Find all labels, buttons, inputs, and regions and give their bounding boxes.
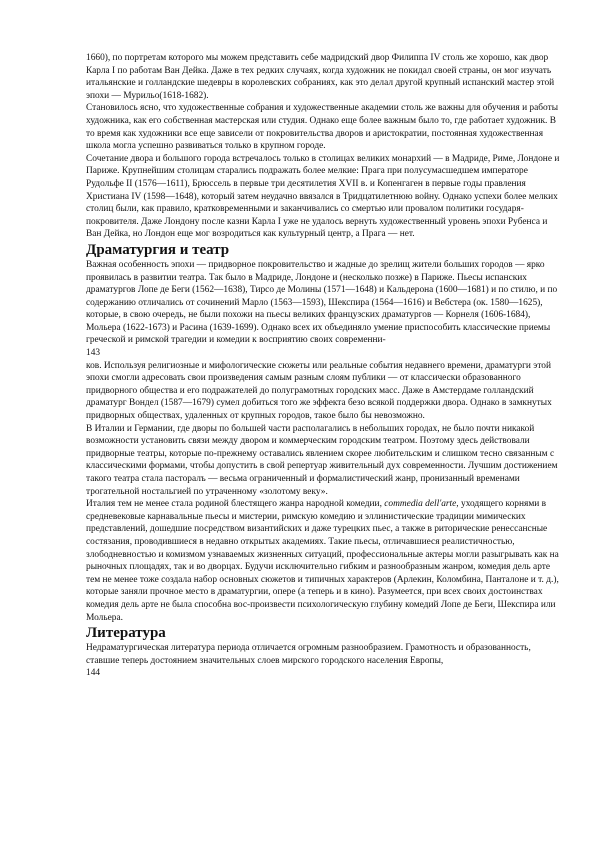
paragraph-portraits: 1660), по портретам которого мы можем представить себе мадридский двор Филиппа IV столь же хорошо, как двор Карла I по работам Ван Дейка. Даже в тех редких случаях, когда художник не покидал своей страны, он мог изучать итальянские и голландские шедевры в королевских собраниях, как это делал другой крупный испанский мастер этой эпохи — Мурильо(1618-1682). [86,53,555,101]
document-page [86,52,562,680]
paragraph-drama-intro: Важная особенность эпохи — придворное покровительство и жадные до зрелищ жители больших городов — ярко проявилась в развитии театра. Так было в Мадриде, Лондоне и (несколько позже) в Париже. Пьесы испанских драматургов Лопе де Беги (1562—1638), Тирсо де Молины (1571—1648) и Кальдерона (1600—1681) и по стилю, и по содержанию отличались от сочинений Марло (1563—1593), Шекспира (1564—1616) и Вебстера (ок. 1580—1625), которые, в свою очередь, не были похожи на пьесы великих французских драматургов — Корнеля (1606-1684), Мольера (1622-1673) и Расина (1639-1699). Однако всех их объединяло умение приспособить классические приемы греческой и римской трагедии и комедии к восприятию своих современни- [86,259,558,346]
paragraph-drama-intro-continued: ков. Используя религиозные и мифологические сюжеты или реальные события недавнего времени, драматурги этой эпохи смогли адресовать свои произведения самым разным слоям публики — от классически образованного придворного общества и его подражателей до полуграмотных городских масс. Даже в Амстердаме голландский драматург Вондел (1587—1679) сумел добиться того же эффекта безо всякой поддержки двора. Однако в замкнутых придворных обществах, удаленных от крупных городов, такое было бы невозможно. [86,360,552,422]
paragraph-italy-germany: В Италии и Германии, где дворы по большей части располагались в небольших городах, не было почти никакой возможности установить связи между двором и коммерческим городским театром. Поэтому здесь действовали придворные театры, которые по-прежнему оставались явлением скорее любительским и слишком тесно связанным с классическими формами, чтобы допустить в свой репертуар живительный дух современности. Лучшим достижением такого театра стала пасторалъ — весьма ограниченный и формалистический жанр, пронизанный временами трогательной ностальгией по утраченному «золотому веку». [86,423,558,497]
commedia-text-after: уходящего корнями в средневековые карнавальные пьесы и мистерии, римскую комедию и эллинистические традиции мимических представлений, дошедшие посредством византийских и даже турецких пьес, а также в риторические ренессансные состязания, проводившиеся в недавно открытых академиях. Такие пьесы, отличавшиеся реалистичностью, злободневностью и комизмом узнаваемых жизненных ситуаций, профессиональные актеры могли разыгрывать как на рыночных площадях, так и во дворцах. Будучи исключительно гибким и разнообразным жанром, комедия дель арте тем не менее тоже создала набор основных сюжетов и типичных характеров (Арлекин, Коломбина, Панталоне и т. д.), которые заняли прочное место в драматургии, опере (а теперь и в кино). Разумеется, при всех своих достоинствах комедия дель арте не была способна вос-произвести психологическую глубину комедий Лопе де Беги, Шекспира или Мольера. [86,499,559,623]
paragraph-academies: Становилось ясно, что художественные собрания и художественные академии столь же важны для обучения и работы художника, как его собственная мастерская или студия. Однако еще более важным было то, где работает художник. В то время как художники все еще зависели от покровительства дворов и аристократии, постоянная художественная школа могла успешно развиваться только в крупном городе. [86,103,559,152]
paragraph-commedia-dellarte [86,498,562,624]
heading-drama-theatre: Драматургия и театр [86,241,230,258]
paragraph-literature-intro: Недраматургическая литература периода отличается огромным разнообразием. Грамотность и образованность, ставшие теперь достоянием значительных слоев мирского городского населения Европы, [86,643,531,666]
commedia-text-before: Италия тем не менее стала родиной блестящего жанра народной комедии, [86,499,385,510]
paragraph-capitals: Сочетание двора и большого города встречалось только в столицах великих монархий — в Мадриде, Риме, Лондоне и Париже. Крупнейшим столицам старались подражать более мелкие: Прага при полусумасшедшем императоре Рудольфе II (1576—1611), Брюссель в первые три десятилетия XVII в. и Копенгаген в первые годы правления Христиана IV (1598—1648), который затем неудачно ввязался в Тридцатилетнюю войну. Однако успехи более мелких столиц были, как правило, кратковременными и заканчивались со смертью или провалом политики государя-покровителя. Даже Лондону после казни Карла I уже не удалось вернуть художественный уровень эпохи Рубенса и Ван Дейка, но Лондон еще мог возродиться как культурный центр, а Прага — нет. [86,153,560,240]
page-number-143: 143 [86,348,101,359]
heading-literature: Литература [86,625,166,642]
commedia-italic-term: commedia dell'arte, [384,499,459,510]
page-number-144: 144 [86,668,101,679]
